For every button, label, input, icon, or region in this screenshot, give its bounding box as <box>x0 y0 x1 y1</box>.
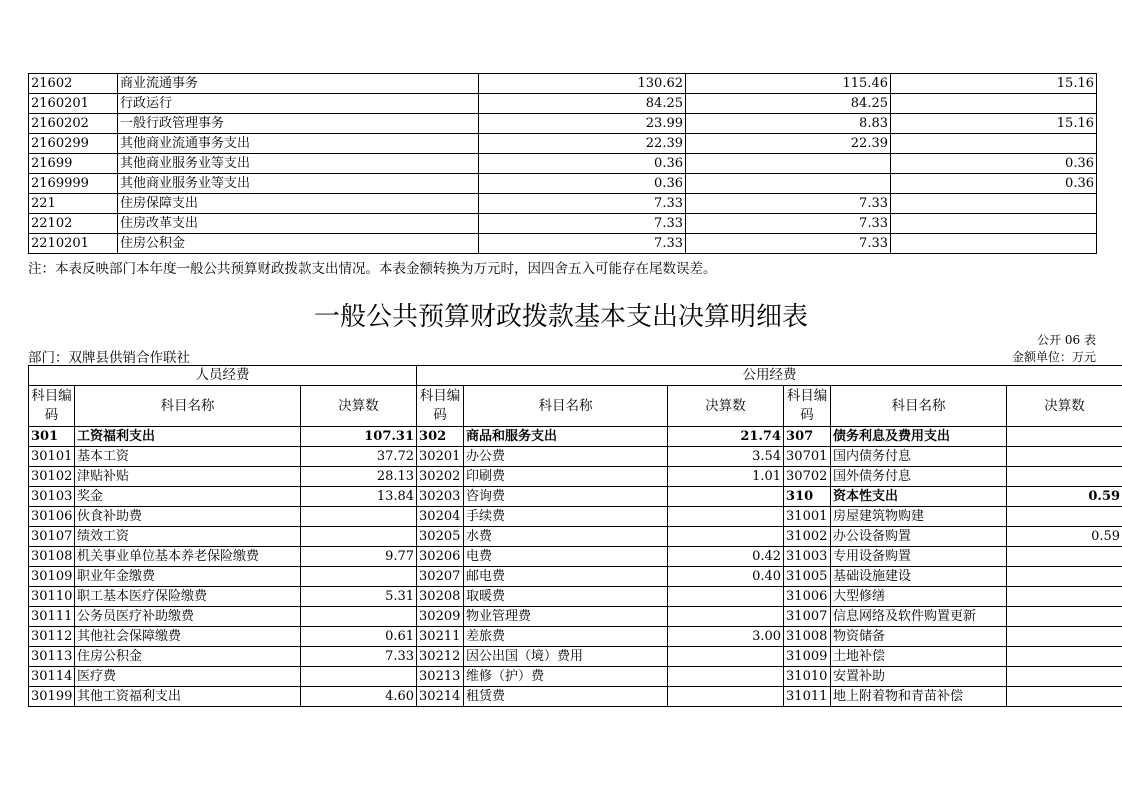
top-expenditure-table <box>28 73 1097 254</box>
amount-cell-3: 0.59 <box>1007 487 1122 507</box>
name-cell-2: 印刷费 <box>464 467 668 487</box>
name-cell-1: 机关事业单位基本养老保险缴费 <box>75 547 301 567</box>
code-cell-2: 30212 <box>417 647 464 667</box>
name-cell-3: 物资储备 <box>831 627 1007 647</box>
subject-code-cell: 221 <box>29 194 118 214</box>
amount-cell-3 <box>1007 567 1122 587</box>
amount-cell-3 <box>1007 647 1122 667</box>
top-table-note: 注：本表反映部门本年度一般公共预算财政拨款支出情况。本表金额转换为万元时，因四舍五入可能存在尾数误差。 <box>28 261 717 277</box>
personnel-group-header: 人员经费 <box>29 366 417 386</box>
code-cell-2: 30201 <box>417 447 464 467</box>
name-cell-2: 商品和服务支出 <box>464 427 668 447</box>
code-cell-3: 31003 <box>784 547 831 567</box>
code-cell-1: 30113 <box>29 647 75 667</box>
name-cell-2: 维修（护）费 <box>464 667 668 687</box>
name-cell-3: 信息网络及软件购置更新 <box>831 607 1007 627</box>
subject-name-cell: 其他商业服务业等支出 <box>118 154 479 174</box>
amount-cell-1 <box>301 567 417 587</box>
amount-cell-2 <box>668 647 784 667</box>
table-row <box>29 94 1097 114</box>
project-amount-cell <box>891 214 1097 234</box>
name-cell-1: 奖金 <box>75 487 301 507</box>
name-header-2: 科目名称 <box>464 386 668 427</box>
amount-cell-2 <box>668 487 784 507</box>
name-cell-3: 地上附着物和青苗补偿 <box>831 687 1007 707</box>
name-cell-1: 职业年金缴费 <box>75 567 301 587</box>
subject-code-cell: 21699 <box>29 154 118 174</box>
code-cell-3: 31001 <box>784 507 831 527</box>
code-cell-2: 30213 <box>417 667 464 687</box>
basic-amount-cell: 115.46 <box>686 74 891 94</box>
name-cell-2: 物业管理费 <box>464 607 668 627</box>
amount-cell-2 <box>668 527 784 547</box>
code-cell-1: 30111 <box>29 607 75 627</box>
amount-cell-2: 3.54 <box>668 447 784 467</box>
subject-code-cell: 2160202 <box>29 114 118 134</box>
form-number: 公开 06 表 <box>1037 333 1096 347</box>
name-cell-3: 土地补偿 <box>831 647 1007 667</box>
subject-code-cell: 2210201 <box>29 234 118 254</box>
code-cell-3: 31009 <box>784 647 831 667</box>
table-row <box>29 114 1097 134</box>
code-cell-1: 30106 <box>29 507 75 527</box>
amount-cell-3 <box>1007 447 1122 467</box>
amount-header-2: 决算数 <box>668 386 784 427</box>
project-amount-cell <box>891 194 1097 214</box>
amount-cell-1: 7.33 <box>301 647 417 667</box>
basic-amount-cell: 7.33 <box>686 214 891 234</box>
name-cell-1: 津贴补贴 <box>75 467 301 487</box>
code-cell-3: 30701 <box>784 447 831 467</box>
project-amount-cell <box>891 234 1097 254</box>
code-cell-2: 30207 <box>417 567 464 587</box>
project-amount-cell: 15.16 <box>891 114 1097 134</box>
total-amount-cell: 23.99 <box>479 114 686 134</box>
code-header-2: 科目编码 <box>417 386 464 427</box>
total-amount-cell: 7.33 <box>479 194 686 214</box>
group-header-row <box>29 366 1122 386</box>
amount-cell-2: 3.00 <box>668 627 784 647</box>
project-amount-cell: 15.16 <box>891 74 1097 94</box>
name-cell-1: 职工基本医疗保险缴费 <box>75 587 301 607</box>
code-cell-2: 302 <box>417 427 464 447</box>
name-cell-2: 办公费 <box>464 447 668 467</box>
subject-code-cell: 2160299 <box>29 134 118 154</box>
amount-cell-1 <box>301 507 417 527</box>
code-header-3: 科目编码 <box>784 386 831 427</box>
name-cell-1: 公务员医疗补助缴费 <box>75 607 301 627</box>
name-cell-1: 伙食补助费 <box>75 507 301 527</box>
code-cell-2: 30202 <box>417 467 464 487</box>
code-cell-2: 30209 <box>417 607 464 627</box>
amount-cell-3 <box>1007 607 1122 627</box>
amount-cell-3 <box>1007 627 1122 647</box>
table-row <box>29 154 1097 174</box>
code-cell-3: 31007 <box>784 607 831 627</box>
basic-expenditure-detail-table <box>28 365 1122 707</box>
amount-cell-1: 13.84 <box>301 487 417 507</box>
amount-header-3: 决算数 <box>1007 386 1122 427</box>
name-cell-3: 债务利息及费用支出 <box>831 427 1007 447</box>
name-cell-3: 国外债务付息 <box>831 467 1007 487</box>
code-cell-3: 31002 <box>784 527 831 547</box>
table-row <box>29 447 1122 467</box>
total-amount-cell: 22.39 <box>479 134 686 154</box>
name-header-3: 科目名称 <box>831 386 1007 427</box>
name-cell-3: 资本性支出 <box>831 487 1007 507</box>
subject-code-cell: 21602 <box>29 74 118 94</box>
amount-cell-3 <box>1007 547 1122 567</box>
code-cell-1: 30109 <box>29 567 75 587</box>
amount-cell-3 <box>1007 587 1122 607</box>
basic-amount-cell <box>686 154 891 174</box>
amount-cell-2 <box>668 587 784 607</box>
total-amount-cell: 7.33 <box>479 214 686 234</box>
amount-unit-label: 金额单位：万元 <box>1011 350 1096 364</box>
page-title: 一般公共预算财政拨款基本支出决算明细表 <box>313 302 808 332</box>
amount-cell-2 <box>668 607 784 627</box>
amount-header-1: 决算数 <box>301 386 417 427</box>
amount-cell-2: 21.74 <box>668 427 784 447</box>
name-cell-2: 差旅费 <box>464 627 668 647</box>
code-cell-2: 30206 <box>417 547 464 567</box>
name-cell-1: 工资福利支出 <box>75 427 301 447</box>
subject-code-cell: 2169999 <box>29 174 118 194</box>
amount-cell-1 <box>301 527 417 547</box>
subject-code-cell: 2160201 <box>29 94 118 114</box>
amount-cell-1 <box>301 607 417 627</box>
amount-cell-3 <box>1007 667 1122 687</box>
subject-name-cell: 住房保障支出 <box>118 194 479 214</box>
code-cell-2: 30203 <box>417 487 464 507</box>
subject-name-cell: 其他商业服务业等支出 <box>118 174 479 194</box>
code-cell-3: 31011 <box>784 687 831 707</box>
name-cell-3: 办公设备购置 <box>831 527 1007 547</box>
name-cell-1: 基本工资 <box>75 447 301 467</box>
name-cell-3: 专用设备购置 <box>831 547 1007 567</box>
public-group-header: 公用经费 <box>417 366 1122 386</box>
code-cell-3: 31005 <box>784 567 831 587</box>
basic-amount-cell: 8.83 <box>686 114 891 134</box>
code-cell-3: 310 <box>784 487 831 507</box>
table-row <box>29 667 1122 687</box>
name-cell-3: 房屋建筑物购建 <box>831 507 1007 527</box>
code-cell-1: 30114 <box>29 667 75 687</box>
table-row <box>29 547 1122 567</box>
table-row <box>29 507 1122 527</box>
total-amount-cell: 0.36 <box>479 154 686 174</box>
code-cell-3: 31006 <box>784 587 831 607</box>
basic-amount-cell: 7.33 <box>686 194 891 214</box>
total-amount-cell: 84.25 <box>479 94 686 114</box>
amount-cell-3 <box>1007 467 1122 487</box>
table-row <box>29 627 1122 647</box>
basic-amount-cell: 7.33 <box>686 234 891 254</box>
table-row <box>29 234 1097 254</box>
subject-name-cell: 其他商业流通事务支出 <box>118 134 479 154</box>
name-cell-2: 租赁费 <box>464 687 668 707</box>
subject-code-cell: 22102 <box>29 214 118 234</box>
top-table-body <box>29 74 1097 254</box>
name-cell-2: 手续费 <box>464 507 668 527</box>
subject-name-cell: 住房改革支出 <box>118 214 479 234</box>
table-row <box>29 467 1122 487</box>
code-cell-1: 30102 <box>29 467 75 487</box>
department-label: 部门：双牌县供销合作联社 <box>28 350 190 366</box>
name-cell-1: 住房公积金 <box>75 647 301 667</box>
name-cell-3: 基础设施建设 <box>831 567 1007 587</box>
amount-cell-3 <box>1007 507 1122 527</box>
name-cell-2: 取暖费 <box>464 587 668 607</box>
table-row <box>29 567 1122 587</box>
amount-cell-3: 0.59 <box>1007 527 1122 547</box>
table-row <box>29 487 1122 507</box>
name-cell-1: 其他社会保障缴费 <box>75 627 301 647</box>
amount-cell-1: 37.72 <box>301 447 417 467</box>
amount-cell-1: 4.60 <box>301 687 417 707</box>
amount-cell-2: 1.01 <box>668 467 784 487</box>
basic-amount-cell <box>686 174 891 194</box>
code-cell-2: 30205 <box>417 527 464 547</box>
name-cell-1: 医疗费 <box>75 667 301 687</box>
basic-amount-cell: 84.25 <box>686 94 891 114</box>
amount-cell-1: 5.31 <box>301 587 417 607</box>
code-cell-2: 30204 <box>417 507 464 527</box>
amount-cell-2: 0.42 <box>668 547 784 567</box>
amount-cell-3 <box>1007 427 1122 447</box>
project-amount-cell: 0.36 <box>891 154 1097 174</box>
code-cell-1: 30110 <box>29 587 75 607</box>
code-header-1: 科目编码 <box>29 386 75 427</box>
project-amount-cell: 0.36 <box>891 174 1097 194</box>
name-cell-2: 邮电费 <box>464 567 668 587</box>
code-cell-2: 30208 <box>417 587 464 607</box>
name-cell-1: 其他工资福利支出 <box>75 687 301 707</box>
code-cell-1: 30103 <box>29 487 75 507</box>
project-amount-cell <box>891 134 1097 154</box>
code-cell-1: 30107 <box>29 527 75 547</box>
name-cell-3: 安置补助 <box>831 667 1007 687</box>
amount-cell-2 <box>668 507 784 527</box>
table-row <box>29 74 1097 94</box>
subject-name-cell: 行政运行 <box>118 94 479 114</box>
code-cell-1: 301 <box>29 427 75 447</box>
column-header-row <box>29 386 1122 427</box>
code-cell-3: 31010 <box>784 667 831 687</box>
table-row <box>29 427 1122 447</box>
code-cell-1: 30112 <box>29 627 75 647</box>
name-header-1: 科目名称 <box>75 386 301 427</box>
amount-cell-2: 0.40 <box>668 567 784 587</box>
amount-cell-2 <box>668 667 784 687</box>
name-cell-3: 大型修缮 <box>831 587 1007 607</box>
amount-cell-3 <box>1007 687 1122 707</box>
code-cell-2: 30211 <box>417 627 464 647</box>
subject-name-cell: 商业流通事务 <box>118 74 479 94</box>
table-row <box>29 174 1097 194</box>
table-row <box>29 194 1097 214</box>
name-cell-1: 绩效工资 <box>75 527 301 547</box>
name-cell-2: 因公出国（境）费用 <box>464 647 668 667</box>
amount-cell-1: 28.13 <box>301 467 417 487</box>
table-row <box>29 607 1122 627</box>
amount-cell-1: 107.31 <box>301 427 417 447</box>
total-amount-cell: 0.36 <box>479 174 686 194</box>
subject-name-cell: 住房公积金 <box>118 234 479 254</box>
name-cell-2: 电费 <box>464 547 668 567</box>
code-cell-1: 30101 <box>29 447 75 467</box>
basic-amount-cell: 22.39 <box>686 134 891 154</box>
total-amount-cell: 130.62 <box>479 74 686 94</box>
amount-cell-2 <box>668 687 784 707</box>
code-cell-2: 30214 <box>417 687 464 707</box>
code-cell-1: 30199 <box>29 687 75 707</box>
table-row <box>29 527 1122 547</box>
name-cell-3: 国内债务付息 <box>831 447 1007 467</box>
table-row <box>29 134 1097 154</box>
code-cell-1: 30108 <box>29 547 75 567</box>
subject-name-cell: 一般行政管理事务 <box>118 114 479 134</box>
table-row <box>29 647 1122 667</box>
total-amount-cell: 7.33 <box>479 234 686 254</box>
table-row <box>29 587 1122 607</box>
code-cell-3: 30702 <box>784 467 831 487</box>
amount-cell-1: 0.61 <box>301 627 417 647</box>
table-row <box>29 687 1122 707</box>
project-amount-cell <box>891 94 1097 114</box>
table-row <box>29 214 1097 234</box>
code-cell-3: 31008 <box>784 627 831 647</box>
detail-table-body <box>29 427 1122 707</box>
name-cell-2: 咨询费 <box>464 487 668 507</box>
code-cell-3: 307 <box>784 427 831 447</box>
amount-cell-1: 9.77 <box>301 547 417 567</box>
name-cell-2: 水费 <box>464 527 668 547</box>
amount-cell-1 <box>301 667 417 687</box>
